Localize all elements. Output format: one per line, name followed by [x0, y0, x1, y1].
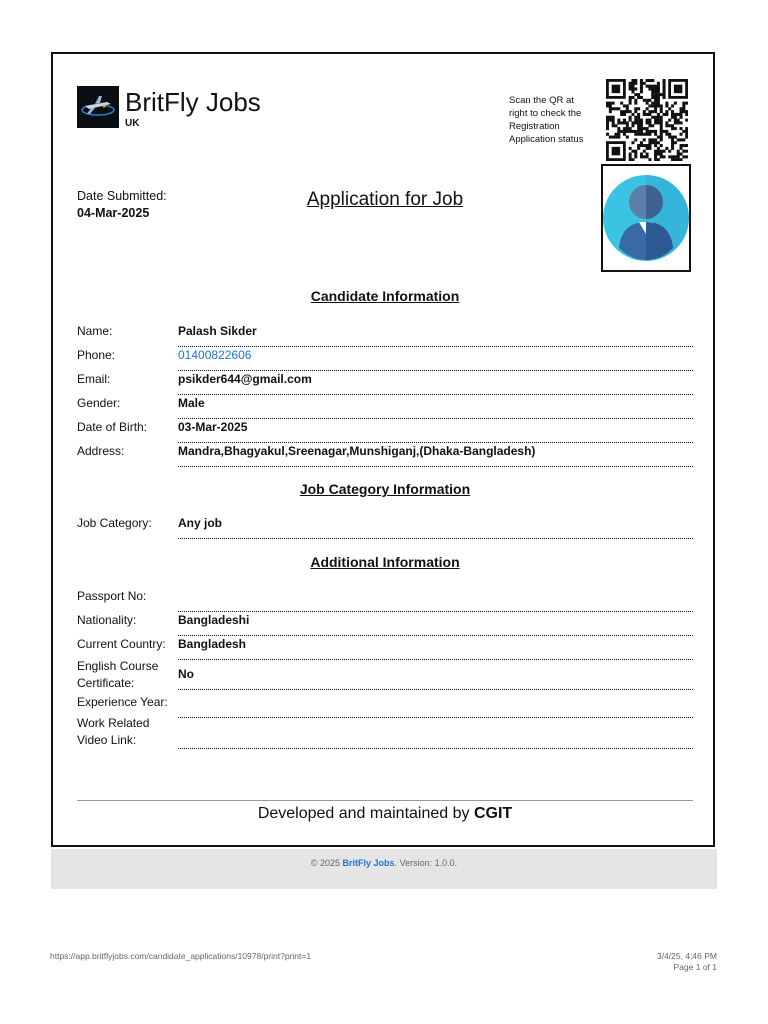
print-page-number: Page 1 of 1	[673, 962, 717, 972]
footer-divider	[77, 800, 693, 801]
candidate-photo	[601, 164, 691, 272]
field-value: psikder644@gmail.com	[178, 371, 693, 395]
additional-row-english	[77, 658, 693, 690]
field-value: Palash Sikder	[178, 323, 693, 347]
field-value: Bangladeshi	[178, 612, 693, 636]
developer-name: CGIT	[473, 805, 513, 822]
job-section-title: Job Category Information	[299, 481, 471, 497]
candidate-row-address	[77, 443, 693, 467]
field-value: Male	[178, 395, 693, 419]
copyright-text: © 2025	[310, 858, 343, 868]
brand-name: BritFly Jobs	[125, 87, 261, 117]
field-label: Passport No:	[77, 589, 147, 603]
field-label: Date of Birth:	[77, 420, 148, 434]
print-url: https://app.britflyjobs.com/candidate_applications/10978/print?print=1	[50, 951, 312, 961]
field-label: Gender:	[77, 396, 121, 410]
candidate-row-gender	[77, 395, 693, 419]
field-label: Current Country:	[77, 637, 166, 651]
plane-logo-icon	[77, 86, 119, 128]
field-label: Job Category:	[77, 516, 152, 530]
field-label: English Course Certificate:	[77, 659, 159, 690]
date-submitted-label: Date Submitted:	[77, 189, 167, 203]
page-footer	[51, 849, 717, 889]
field-label: Name:	[77, 324, 113, 338]
field-value: 03-Mar-2025	[178, 419, 693, 443]
qr-code-icon	[606, 79, 688, 161]
field-label: Email:	[77, 372, 111, 386]
application-card	[51, 52, 715, 847]
additional-row-nationality	[77, 612, 693, 636]
qr-instruction: Scan the QR at right to check the Registration Application status	[509, 95, 584, 145]
field-value: Bangladesh	[178, 636, 693, 660]
developer-credit	[53, 805, 717, 823]
field-label: Experience Year:	[77, 695, 168, 709]
developer-prefix: Developed and maintained by	[257, 805, 474, 822]
field-value: Any job	[178, 515, 693, 539]
additional-row-video	[77, 715, 693, 749]
candidate-row-email	[77, 371, 693, 395]
candidate-row-phone	[77, 347, 693, 371]
brand-subtitle: UK	[125, 118, 140, 129]
job-row-category	[77, 515, 693, 539]
brand-link[interactable]: BritFly Jobs	[342, 858, 395, 868]
field-label: Phone:	[77, 348, 116, 362]
field-value: Mandra,Bhagyakul,Sreenagar,Munshiganj,(Dhaka-Bangladesh)	[178, 443, 693, 467]
date-submitted-value: 04-Mar-2025	[77, 206, 150, 220]
field-label: Nationality:	[77, 613, 137, 627]
additional-row-country	[77, 636, 693, 660]
print-datetime: 3/4/25, 4:46 PM	[656, 951, 717, 961]
candidate-section-title: Candidate Information	[310, 288, 460, 304]
field-value	[178, 715, 693, 749]
additional-section-title: Additional Information	[310, 554, 460, 570]
field-value	[178, 588, 693, 612]
candidate-row-dob	[77, 419, 693, 443]
additional-row-passport	[77, 588, 693, 612]
phone-link[interactable]: 01400822606	[178, 347, 693, 371]
candidate-row-name	[77, 323, 693, 347]
field-value: No	[178, 658, 693, 690]
version-text: . Version: 1.0.0.	[394, 858, 458, 868]
field-label: Address:	[77, 444, 125, 458]
field-label: Work Related Video Link:	[77, 716, 150, 747]
print-meta	[657, 951, 717, 973]
user-avatar-icon	[603, 166, 689, 270]
page-title: Application for Job	[306, 189, 464, 210]
